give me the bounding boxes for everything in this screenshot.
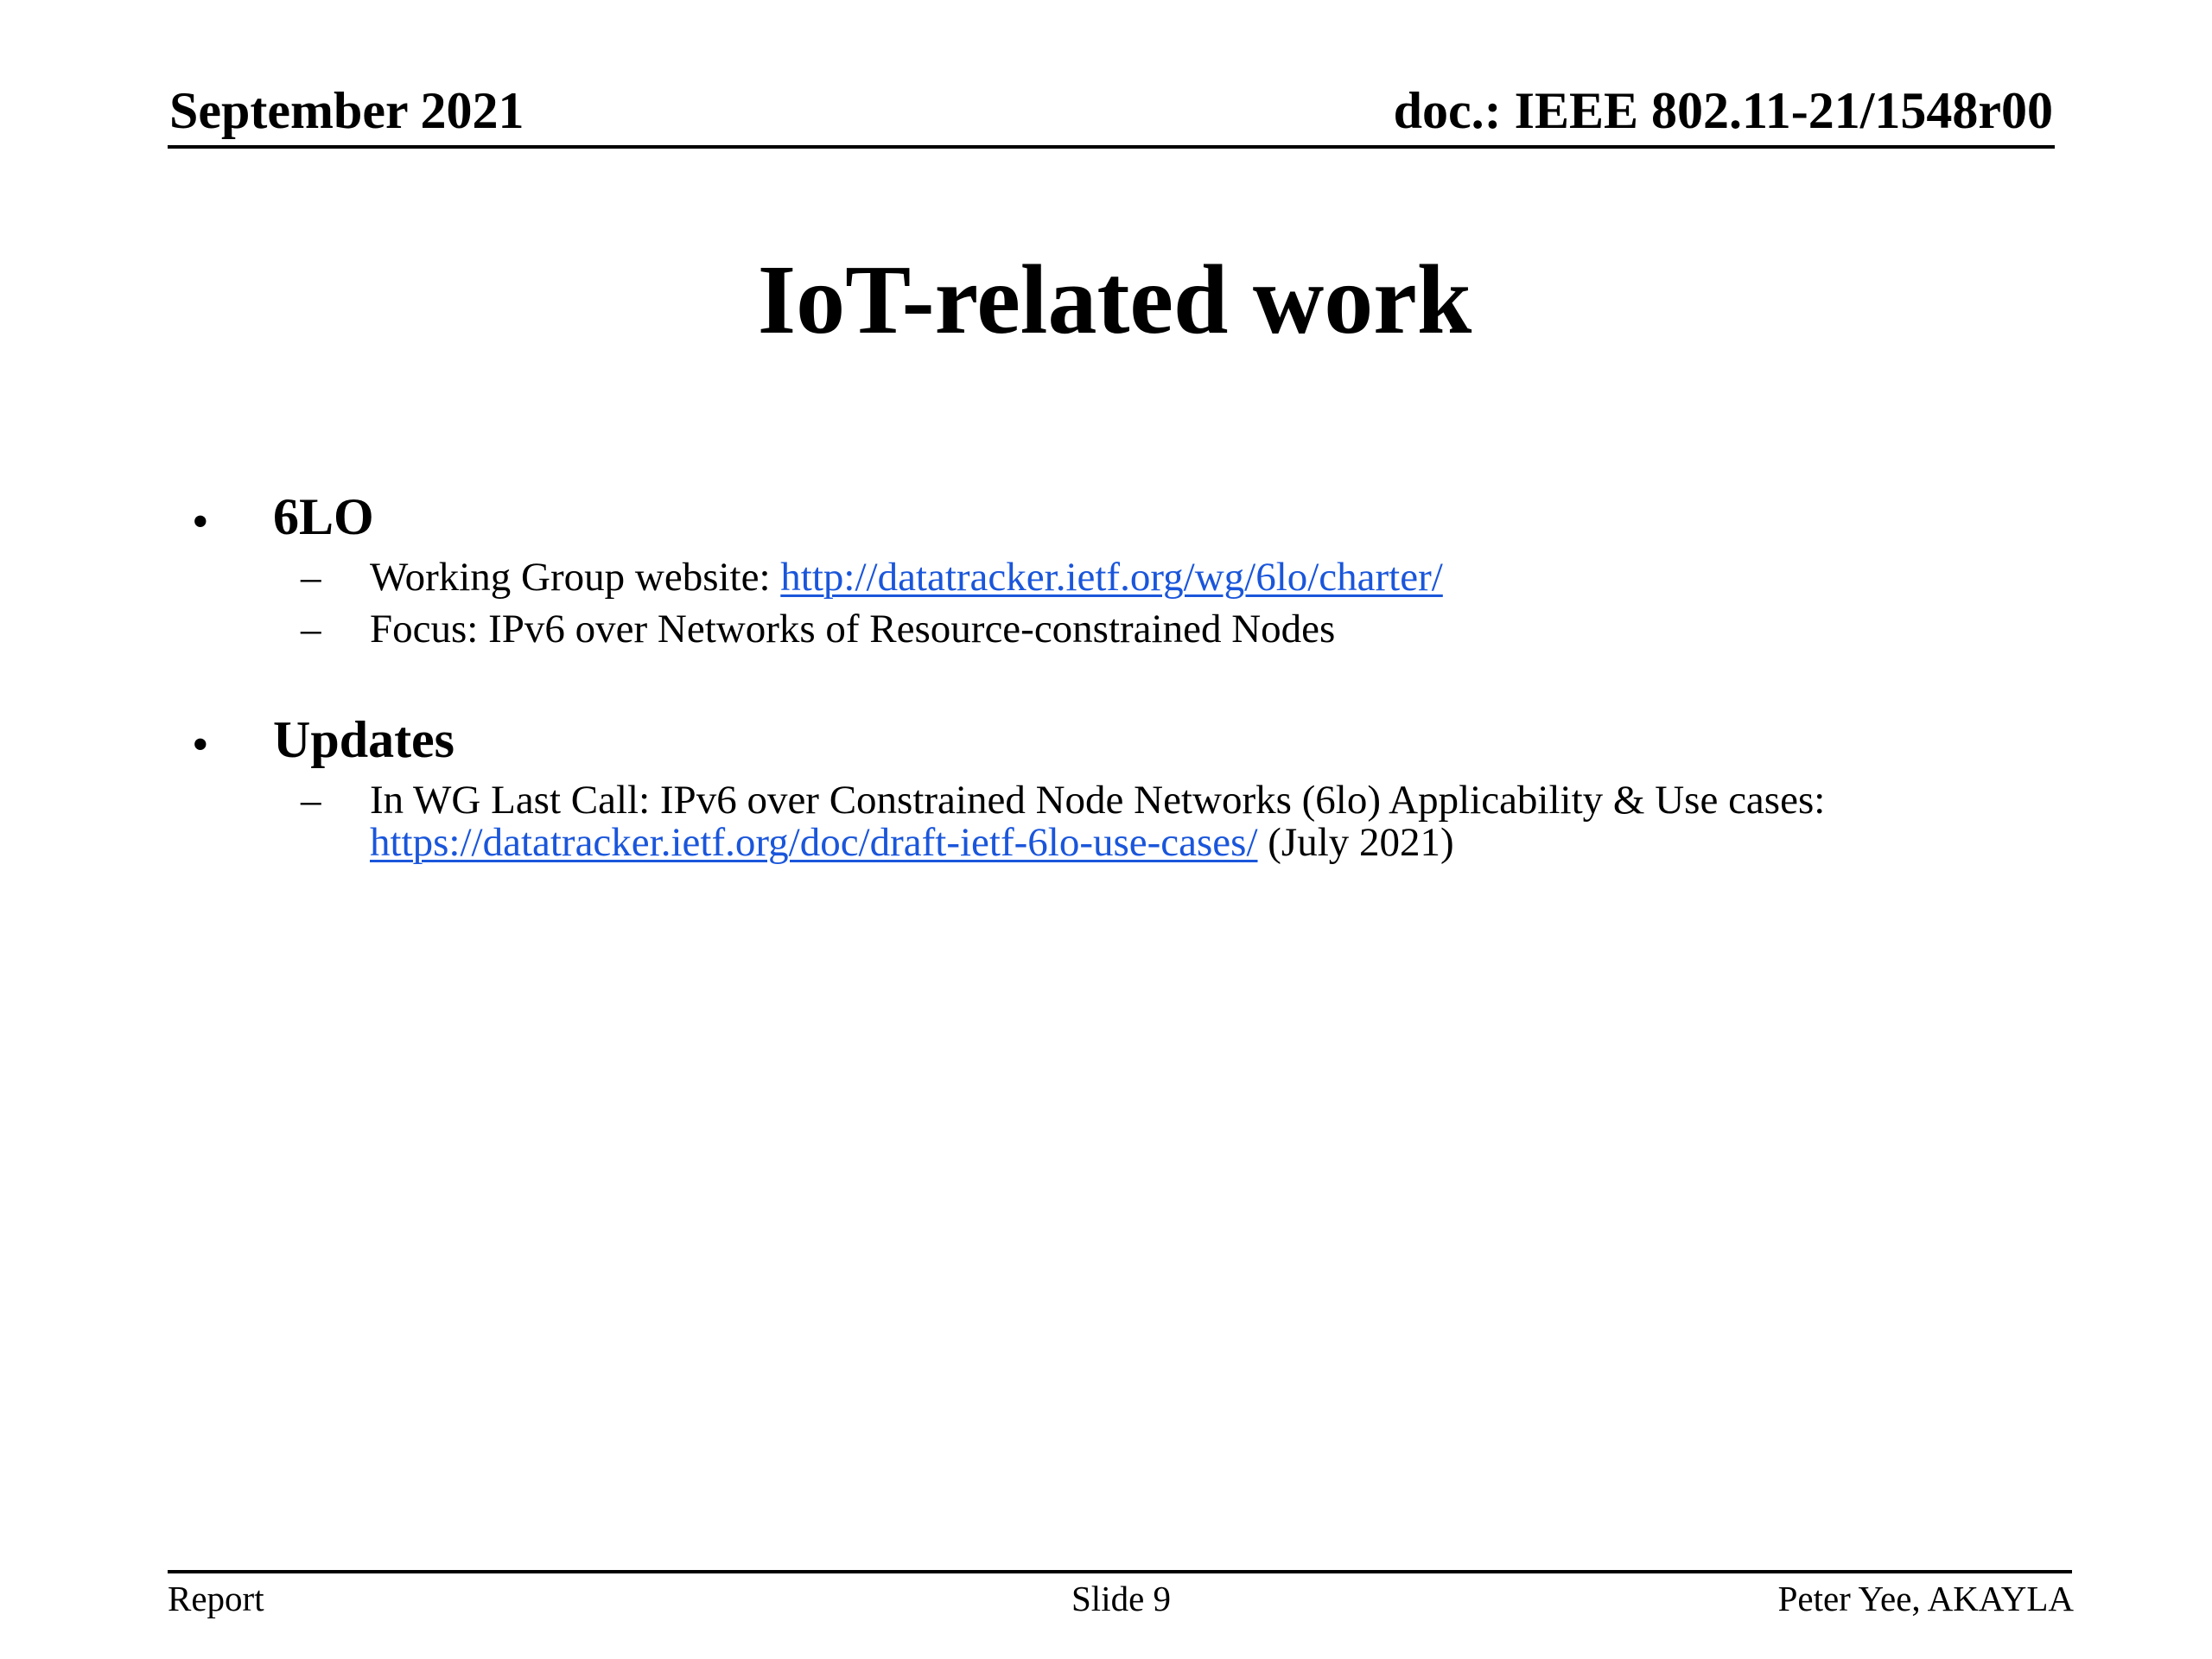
footer-author: Peter Yee, AKAYLA <box>1777 1579 2074 1618</box>
bullet-icon: • <box>192 718 209 772</box>
header-divider <box>168 145 2055 149</box>
header-date: September 2021 <box>169 82 524 139</box>
dash-icon: – <box>301 555 321 600</box>
bullet-heading: 6LO <box>273 488 374 545</box>
slide-title: IoT-related work <box>757 245 1472 354</box>
sub-item-last-call: In WG Last Call: IPv6 over Constrained Node Networks (6lo) Applicability & Use cases: <box>370 778 1826 823</box>
dash-icon: – <box>301 778 321 823</box>
header-doc-id: doc.: IEEE 802.11-21/1548r00 <box>1393 82 2053 139</box>
date-note: (July 2021) <box>1257 820 1454 865</box>
sub-item-website <box>370 557 1443 598</box>
slide-number: Slide 9 <box>1071 1579 1172 1618</box>
sub-item-focus: Focus: IPv6 over Networks of Resource-constrained Nodes <box>370 607 1336 652</box>
bullet-heading: Updates <box>273 711 455 768</box>
footer-divider <box>168 1570 2072 1573</box>
sub-item-label: Working Group website: <box>370 555 781 600</box>
working-group-link[interactable]: http://datatracker.ietf.org/wg/6lo/charter/ <box>780 555 1443 600</box>
sub-item-last-call-link-line <box>370 820 1454 865</box>
footer-left: Report <box>168 1579 264 1618</box>
bullet-icon: • <box>192 495 209 549</box>
dash-icon: – <box>301 607 321 652</box>
use-cases-draft-link[interactable]: https://datatracker.ietf.org/doc/draft-ietf-6lo-use-cases/ <box>370 820 1258 865</box>
